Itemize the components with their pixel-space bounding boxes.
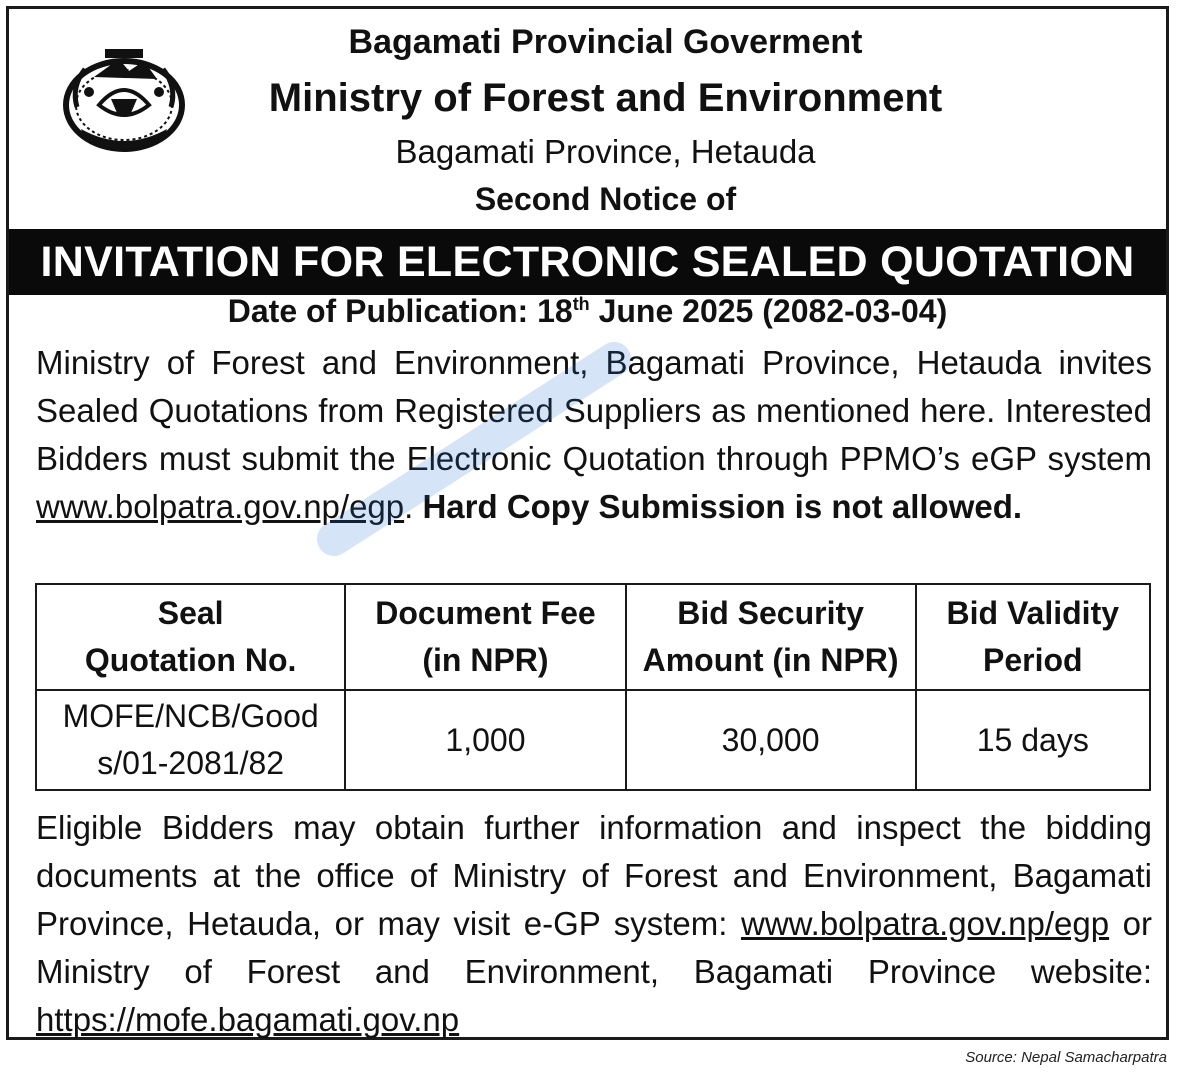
notice-title-banner: INVITATION FOR ELECTRONIC SEALED QUOTATION bbox=[9, 229, 1166, 295]
closing-middle: or Ministry of Forest and Environment, Bagamati Province website: bbox=[36, 905, 1153, 990]
cell-document-fee: 1,000 bbox=[345, 690, 625, 790]
government-name: Bagamati Provincial Goverment bbox=[348, 23, 863, 61]
header-line: (in NPR) bbox=[422, 642, 549, 678]
header-line: Period bbox=[982, 642, 1083, 678]
notice-kind: Second Notice of bbox=[474, 181, 737, 217]
header-quotation-no bbox=[36, 584, 345, 690]
header-bid-security bbox=[626, 584, 916, 690]
closing-paragraph bbox=[36, 804, 1152, 1044]
header-line: Bid Security bbox=[677, 595, 864, 631]
publication-date bbox=[9, 293, 1166, 330]
intro-text: Ministry of Forest and Environment, Bagamati Province, Hetauda invites Sealed Quotations from Registered Suppliers as mentioned here. Interested Bidders must submit the Electronic Quotation through PPMO’s eGP system bbox=[36, 344, 1152, 477]
publication-date-ordinal: th bbox=[572, 294, 590, 314]
quotation-no-line: MOFE/NCB/Good bbox=[62, 698, 319, 734]
egp-link-2[interactable]: www.bolpatra.gov.np/egp bbox=[740, 905, 1110, 942]
table-row bbox=[36, 690, 1150, 790]
mofe-website-link[interactable]: https://mofe.bagamati.gov.np bbox=[36, 1001, 460, 1038]
source-credit: Source: Nepal Samacharpatra bbox=[965, 1049, 1167, 1066]
hard-copy-warning: Hard Copy Submission is not allowed. bbox=[422, 488, 1023, 525]
cell-quotation-no bbox=[36, 690, 345, 790]
egp-link[interactable]: www.bolpatra.gov.np/egp bbox=[36, 488, 405, 525]
header-line: Document Fee bbox=[375, 595, 596, 631]
quotation-table bbox=[35, 583, 1151, 791]
publication-date-prefix: Date of Publication: 18 bbox=[227, 293, 573, 329]
closing-text: Eligible Bidders may obtain further information and inspect the bidding documents at the office of Ministry of Forest and Environment, Bagamati Province, Hetauda, or may visit e-GP system: bbox=[36, 809, 1152, 942]
cell-bid-security: 30,000 bbox=[626, 690, 916, 790]
ministry-name: Ministry of Forest and Environment bbox=[268, 76, 943, 120]
publication-date-suffix: June 2025 (2082-03-04) bbox=[589, 293, 948, 329]
header-line: Quotation No. bbox=[84, 642, 297, 678]
intro-after-link: . bbox=[404, 488, 423, 525]
table-header-row bbox=[36, 584, 1150, 690]
header-line: Amount (in NPR) bbox=[642, 642, 899, 678]
cell-bid-validity: 15 days bbox=[916, 690, 1150, 790]
intro-paragraph bbox=[36, 339, 1152, 531]
header-line: Bid Validity bbox=[946, 595, 1120, 631]
ministry-location: Bagamati Province, Hetauda bbox=[395, 133, 816, 170]
header-line: Seal bbox=[157, 595, 224, 631]
header-document-fee bbox=[345, 584, 625, 690]
header-bid-validity bbox=[916, 584, 1150, 690]
notice-frame bbox=[6, 6, 1169, 1040]
quotation-no-line: s/01-2081/82 bbox=[97, 745, 285, 781]
